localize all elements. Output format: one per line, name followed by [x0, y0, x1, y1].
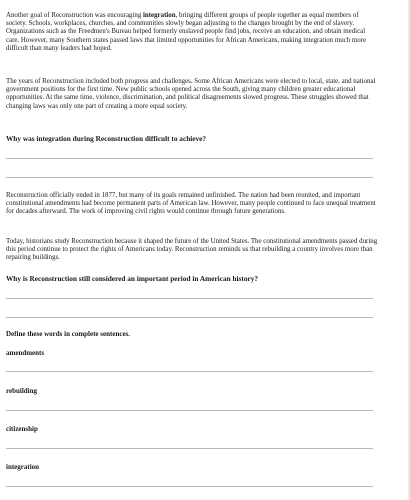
passage-integration — [6, 12, 378, 53]
vocab-answer-line-4[interactable] — [6, 486, 373, 487]
question-importance: Why is Reconstruction still considered an important period in American history? — [6, 274, 259, 283]
answer-line-3[interactable] — [6, 298, 373, 299]
vocab-answer-line-3[interactable] — [6, 448, 373, 449]
vocab-term-integration: integration — [6, 463, 40, 471]
vocab-term-rebuilding: rebuilding — [6, 387, 37, 395]
vocab-answer-line-2[interactable] — [6, 410, 373, 411]
passage-integration-keyword: integration — [143, 12, 176, 19]
vocabulary-heading: Define these words in complete sentences. — [6, 330, 131, 338]
passage-progress-challenges: The years of Reconstruction included both progress and challenges. Some African Americans were elected to local, state, and national government positions for the first time. New public schools opened across the South, giving many children greater educational opportunities. At the same time, violence, discrimination, and political disagreements slowed progress. These struggles showed that changing laws was only one part of creating a more equal society. — [6, 78, 376, 110]
vocab-answer-line-1[interactable] — [6, 371, 373, 372]
question-integration: Why was integration during Reconstruction difficult to achieve? — [6, 134, 207, 143]
vocab-term-amendments: amendments — [6, 349, 45, 357]
answer-line-4[interactable] — [6, 317, 373, 318]
answer-line-1[interactable] — [6, 158, 373, 159]
vocab-term-citizenship: citizenship — [6, 425, 38, 433]
answer-line-2[interactable] — [6, 177, 373, 178]
passage-today: Today, historians study Reconstruction because it shaped the future of the United States. The constitutional amendments passed during this period continue to protect the rights of Americans today. Reconstruction reminds us that rebuilding a country involves more than repairing buildings. — [6, 238, 378, 262]
passage-integration-text-start: Another goal of Reconstruction was encouraging — [6, 12, 144, 19]
passage-end-of-reconstruction: Reconstruction officially ended in 1877, but many of its goals remained unfinished. The nation had been reunited, and important constitutional amendments had become permanent parts of American law. However, many people continued to face unequal treatment for decades afterward. The work of improving civil rights would continue through future generations. — [6, 192, 376, 216]
passage-integration-text-end: , bringing different groups of people together as equal members of society. Schools, workplaces, churches, and communities slowly began adjusting to the changes brought by the end of slavery. Organizations such as the Freedmen's Bureau helped formerly enslaved people find jobs, receive an education, and obtain medical care. However, many Southern states passed laws that limited opportunities for African Americans, making integration much more difficult than many leaders had hoped. — [6, 12, 367, 52]
